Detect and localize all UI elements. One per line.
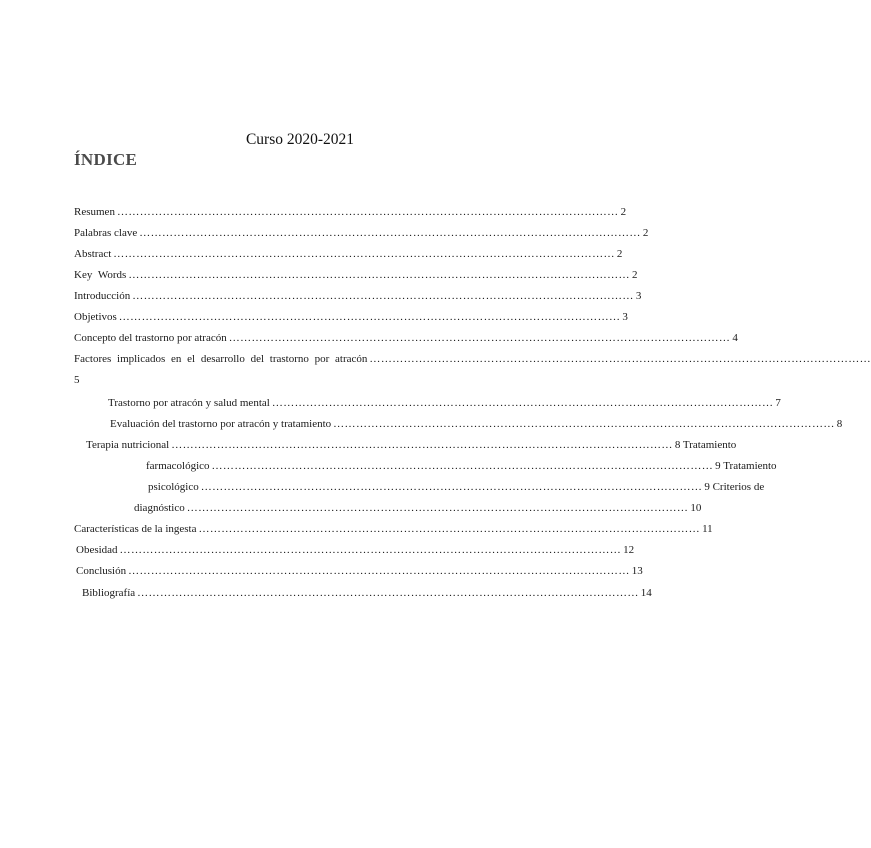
toc-leader: ……………………………………………………………………………………………………………………	[128, 269, 630, 281]
toc-leader: ……………………………………………………………………………………………………………………	[132, 290, 634, 302]
toc-entry-salud-mental[interactable]	[108, 397, 781, 415]
toc-entry-key-words[interactable]	[74, 269, 638, 287]
toc-entry-farmacologico[interactable]	[146, 460, 777, 478]
toc-entry-caracteristicas[interactable]	[74, 523, 713, 541]
toc-entry-palabras-clave[interactable]	[74, 227, 649, 245]
toc-label: Palabras clave	[74, 227, 138, 239]
toc-page: 11	[702, 523, 713, 535]
toc-leader: ……………………………………………………………………………………………………………………	[128, 565, 630, 577]
toc-page: 13	[631, 565, 643, 577]
toc-leader: ……………………………………………………………………………………………………………………	[198, 523, 701, 535]
toc-page: 8	[836, 418, 843, 430]
toc-page: 4	[732, 332, 738, 344]
toc-page: 7	[775, 397, 781, 409]
toc-leader: ……………………………………………………………………………………………………………………	[186, 502, 689, 514]
toc-leader: ……………………………………………………………………………………………………………………	[211, 460, 714, 472]
toc-entry-introduccion[interactable]	[74, 290, 642, 308]
toc-page: 10	[690, 502, 702, 514]
toc-page: 5	[74, 374, 80, 386]
toc-label: Conclusión	[76, 565, 127, 577]
toc-label: Características de la ingesta	[74, 523, 197, 535]
toc-page: 9 Criterios de	[704, 481, 765, 493]
toc-entry-factores[interactable]	[74, 353, 871, 371]
toc-entry-factores-page[interactable]	[74, 374, 134, 392]
toc-entry-diagnostico[interactable]	[134, 502, 702, 520]
toc-label: psicológico	[148, 481, 199, 493]
index-title: ÍNDICE	[74, 150, 138, 169]
toc-page: 2	[642, 227, 649, 239]
toc-label: Trastorno por atracón y salud mental	[108, 397, 270, 409]
toc-leader: ……………………………………………………………………………………………………………………	[171, 439, 673, 451]
toc-page: 3	[622, 311, 628, 323]
toc-page: 12	[623, 544, 635, 556]
toc-label: Bibliografía	[82, 587, 136, 599]
toc-label: Resumen	[74, 206, 115, 218]
toc-page: 14	[640, 587, 652, 599]
toc-label: Introducción	[74, 290, 131, 302]
toc-leader: ……………………………………………………………………………………………………………………	[113, 248, 615, 260]
toc-label: Evaluación del trastorno por atracón y tratamiento	[110, 418, 332, 430]
toc-label: Key Words	[74, 269, 127, 281]
toc-entry-evaluacion[interactable]	[110, 418, 843, 436]
toc-leader: ……………………………………………………………………………………………………………………	[139, 227, 641, 239]
toc-label: Objetivos	[74, 311, 117, 323]
toc-page: 2	[620, 206, 627, 218]
toc-entry-conclusion[interactable]	[76, 565, 643, 583]
toc-leader: ……………………………………………………………………………………………………………………	[333, 418, 835, 430]
toc-page: 2	[631, 269, 638, 281]
toc-leader: ……………………………………………………………………………………………………………………	[137, 587, 639, 599]
toc-entry-resumen[interactable]	[74, 206, 627, 224]
toc-entry-bibliografia[interactable]	[82, 587, 652, 605]
toc-label: Abstract	[74, 248, 112, 260]
toc-label: Obesidad	[76, 544, 118, 556]
course-year: Curso 2020-2021	[245, 131, 355, 148]
toc-label: diagnóstico	[134, 502, 185, 514]
toc-entry-obesidad[interactable]	[76, 544, 635, 562]
toc-entry-concepto[interactable]	[74, 332, 738, 350]
toc-leader: ……………………………………………………………………………………………………………………	[271, 397, 774, 409]
toc-page: 9 Tratamiento	[715, 460, 777, 472]
toc-entry-objetivos[interactable]	[74, 311, 628, 329]
toc-label: Concepto del trastorno por atracón	[74, 332, 227, 344]
toc-label: Terapia nutricional	[86, 439, 170, 451]
toc-label: farmacológico	[146, 460, 210, 472]
toc-entry-psicologico[interactable]	[148, 481, 765, 499]
toc-entry-abstract[interactable]	[74, 248, 623, 266]
toc-label: Factores implicados en el desarrollo del trastorno por atracón	[74, 353, 368, 365]
toc-leader: ……………………………………………………………………………………………………………………	[118, 311, 621, 323]
toc-leader: ……………………………………………………………………………………………………………………	[119, 544, 622, 556]
toc-leader: ……………………………………………………………………………………………………………………	[369, 353, 871, 365]
toc-page: 8 Tratamiento	[674, 439, 737, 451]
toc-entry-terapia-nutricional[interactable]	[86, 439, 737, 457]
toc-leader: ……………………………………………………………………………………………………………………	[116, 206, 619, 218]
toc-page: 2	[616, 248, 623, 260]
toc-page: 3	[635, 290, 642, 302]
toc-leader: ……………………………………………………………………………………………………………………	[228, 332, 731, 344]
toc-leader: ……………………………………………………………………………………………………………………	[200, 481, 703, 493]
